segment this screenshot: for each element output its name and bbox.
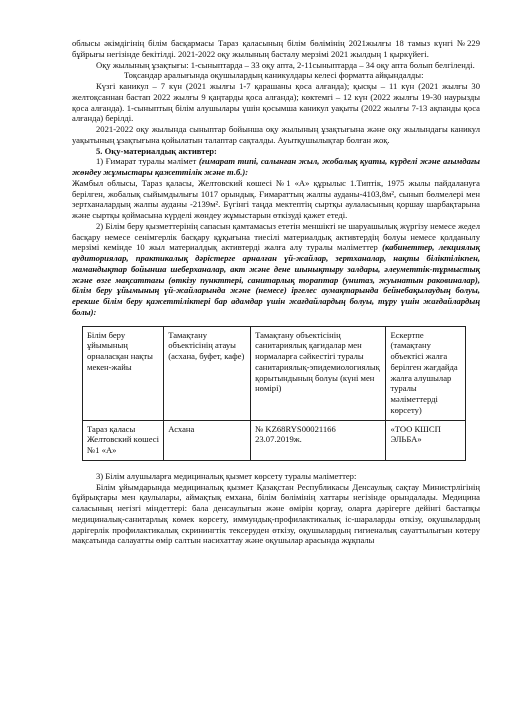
table-cell: № KZ68RYS00021166 23.07.2019ж. xyxy=(251,420,386,460)
item3-body: Білім ұйымдарында медициналық қызмет Қазақстан Республикасы Денсаулық сақтау Министрлігінің бұйрықтары мен қаулылары, аймақтық емхана, білім бөлімінің хаттары негізінде орындалады. Медицина саласының негізгі міндеттері: бала денсаулығын және өмірін қорғау, оларға дәрігерге дейінгі бастапқы медициналық-санитарлық көмек көрсету, иммундық-профилактикалық іс-шараларды өткізу, оқушылардың дәрігерлік профилактикалық скринингтік тексеруден өткізу, оқушылардың гигиеналық сауаттылығын көтеру мақсатында салауатты өмір салтын насихаттау және оқушылар арасында жұқпалы xyxy=(72,481,480,546)
paragraph-holidays-intro: Тоқсандар аралығында оқушылардың каникулдары келесі форматта айқындалды: xyxy=(124,70,424,81)
item2-paragraph xyxy=(72,221,480,318)
table-cell: «ТОО КШСП ЭЛЬБА» xyxy=(386,420,466,460)
item3-title: 3) Білім алушыларға медициналық қызмет көрсету туралы мәліметтер: xyxy=(96,470,357,481)
table-header-cell: Ескертпе (тамақтану объектісі жалға берілген жағдайда жалға алушылар туралы мәліметтерді көрсету) xyxy=(386,326,466,420)
paragraph-holidays: Күзгі каникул – 7 күн (2021 жылғы 1-7 қарашаны қоса алғанда); қысқы – 11 күн (2021 жылғы 30 желтоқсаннан бастап 2022 жылғы 9 қаңтарды қоса алғанда); көктемгі – 12 күн (2022 жылғы 19-30 наурызды қоса алғанда). 1-сыныптың білім алушылары үшін қосымша каникул уақыты (2022 жылғы 7-13 ақпанды қоса алғанда) берілді. xyxy=(72,81,480,124)
table-header-cell: Білім беру ұйымының орналасқан нақты мекен-жайы xyxy=(83,326,164,420)
table-cell: Тараз қаласы Желтовский көшесі №1 «А» xyxy=(83,420,164,460)
paragraph-duration: Оқу жылының ұзақтығы: 1-сыныптарда – 33 оқу апта, 2-11сыныптарда – 34 оқу апта болып белгіленді. xyxy=(96,59,475,70)
table-header-row xyxy=(83,326,466,420)
section-title: 5. Оқу-материалдық активтер: xyxy=(96,145,217,156)
item1-body: Жамбыл облысы, Тараз қаласы, Желтовский көшесі №1 «А» құрылыс 1.Типтік, 1975 жылы пайдалануға берілген, жобалық сыйымдылығы 1017 орындық. Ғимараттың жалпы ауданы-4103,8м², сынып бөлмелері мен зертханалардың жалпы ауданы -2139м². Бүгінгі таңда мектептің сыртқы аулаласының қоршау шарбақтарына және сыртқы қоймасына күрделі жөндеу жұмыстарын өткізуді қажет етеді. xyxy=(72,177,480,220)
paragraph-requirements: 2021-2022 оқу жылында сыныптар бойынша оқу жылының ұзақтығына және оқу жылындағы каникул уақытының ұзақтығына қойылатын талаптар сақталды. Ауытқушылықтар болған жоқ. xyxy=(72,124,480,145)
item1-heading xyxy=(72,156,480,178)
table-header-cell: Тамақтану объектісінің атауы (асхана, буфет, кафе) xyxy=(164,326,251,420)
paragraph-intro: облысы әкімдігінің білім басқармасы Тараз қаласының білім бөлімінің 2021жылғы 18 тамыз күнгі №229 бұйрығы негізінде бекітілді. 2021-2022 оқу жылының басталу мерзімі 2021 жылдың 1 қыркүйегі. xyxy=(72,38,480,59)
item1-note: (ғимарат типі, салынған жыл, жобалық қуаты, күрделі және ағымдағы жөндеу жұмыстары қажеттілік және т.б.): xyxy=(72,156,480,177)
table-row xyxy=(83,420,466,460)
item2-body: 2) Білім беру қызметтерінің сапасын қамтамасыз ететін меншікті не шаруашылық жүргізу немесе жедел басқару немесе сенімгерлік басқару құқығына тиесілі материалдық активтердің болуы немесе қолданылу мерзімі кемінде 10 жыл материалдық активтерді жалға алу туралы мәліметтер xyxy=(72,220,480,253)
catering-table xyxy=(82,326,466,461)
table-header-cell: Тамақтану объектісінің санитариялық қағидалар мен нормаларға сәйкестігі туралы санитариялық-эпидемиологиялық қорытындының болуы (күні мен нөмірі) xyxy=(251,326,386,420)
document-page xyxy=(72,38,480,546)
item1-label: 1) Ғимарат туралы мәлімет xyxy=(96,156,199,167)
table-cell: Асхана xyxy=(164,420,251,460)
item2-note: (кабинеттер, лекциялық аудиториялар, практикалық дәрістерге арналған үй-жайлар, зертханалар, нақты біліктілікпен, мамандықтар бойынша шеберханалар, акт және дене шынықтыру залдары, әлеуметтік-тұрмыстық және өзге мақсаттағы (өткізу пункттері, санитарлық торaптар (унитаз, жуынатын раковиналар), білім беру ұйымының үй-жайларында және (немесе) іргелес аумақтарында бейнебақылаудың болуы, ерекше білім беру қажеттіліктері бар адамдар үшін жағдайлардың болуы, тұру үшін жағдайлардың болы): xyxy=(72,242,480,317)
